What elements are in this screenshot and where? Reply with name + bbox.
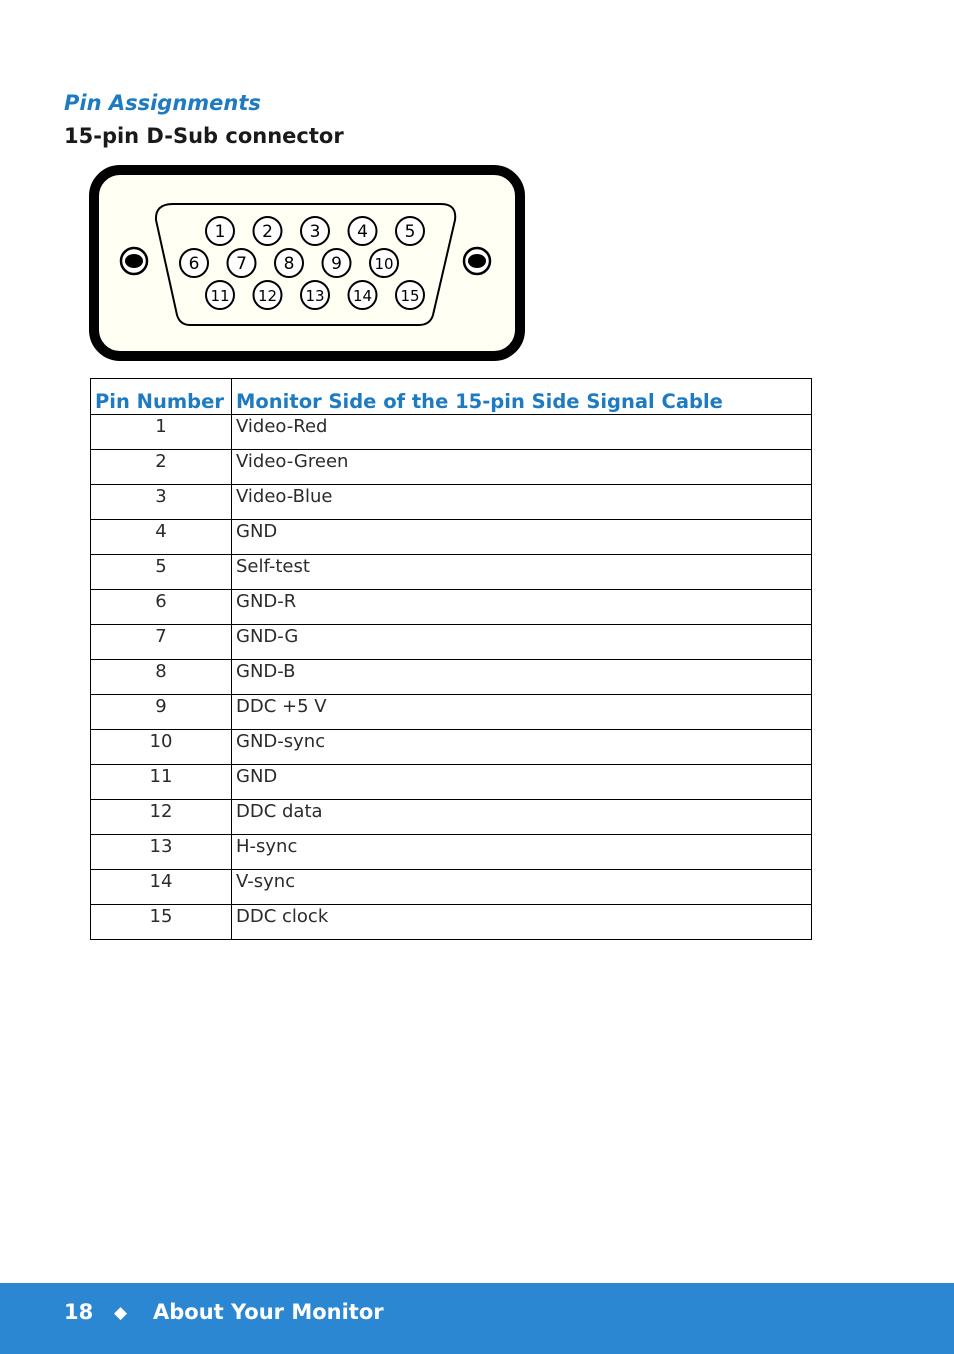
pin-assignment-table <box>90 378 812 940</box>
signal-cell: Video-Green <box>232 450 812 485</box>
signal-cell: V-sync <box>232 870 812 905</box>
pin-9-label: 9 <box>331 254 342 274</box>
pin-number-cell: 15 <box>91 905 232 940</box>
pin-number-cell: 13 <box>91 835 232 870</box>
pin-number-cell: 4 <box>91 520 232 555</box>
table-row <box>91 555 812 590</box>
table-row <box>91 485 812 520</box>
signal-cell: GND-B <box>232 660 812 695</box>
footer-section-title: About Your Monitor <box>153 1300 384 1324</box>
pin-number-cell: 1 <box>91 415 232 450</box>
pin-number-cell: 5 <box>91 555 232 590</box>
pin-number-header: Pin Number <box>91 379 232 415</box>
pin-12-label: 12 <box>257 287 278 305</box>
pin-number-cell: 12 <box>91 800 232 835</box>
table-header-row <box>91 379 812 415</box>
table-row <box>91 625 812 660</box>
signal-cell: DDC clock <box>232 905 812 940</box>
pin-number-cell: 9 <box>91 695 232 730</box>
signal-cell: GND <box>232 520 812 555</box>
diamond-separator-icon: ◆ <box>114 1303 128 1323</box>
table-row <box>91 800 812 835</box>
signal-cell: H-sync <box>232 835 812 870</box>
pin-number-cell: 14 <box>91 870 232 905</box>
signal-cell: DDC +5 V <box>232 695 812 730</box>
table-row <box>91 695 812 730</box>
pin-15-label: 15 <box>400 287 420 305</box>
pin-7-label: 7 <box>236 254 247 274</box>
pin-number-cell: 3 <box>91 485 232 520</box>
table-row <box>91 590 812 625</box>
pin-6-label: 6 <box>188 254 200 274</box>
table-row <box>91 905 812 940</box>
pin-14-label: 14 <box>352 287 373 305</box>
pin-5-label: 5 <box>404 222 416 242</box>
table-row <box>91 765 812 800</box>
pin-13-label: 13 <box>305 287 325 305</box>
signal-cell: GND-G <box>232 625 812 660</box>
pin-3-label: 3 <box>309 222 321 242</box>
pin-number-cell: 6 <box>91 590 232 625</box>
pin-1-label: 1 <box>214 222 226 242</box>
pin-number-cell: 8 <box>91 660 232 695</box>
signal-cell: GND-R <box>232 590 812 625</box>
table-row <box>91 660 812 695</box>
connector-subtitle: 15-pin D-Sub connector <box>64 124 344 148</box>
pin-number-cell: 2 <box>91 450 232 485</box>
table-row <box>91 450 812 485</box>
pin-11-label: 11 <box>210 287 230 305</box>
signal-header: Monitor Side of the 15-pin Side Signal Cable <box>232 379 812 415</box>
signal-cell: Self-test <box>232 555 812 590</box>
signal-cell: Video-Blue <box>232 485 812 520</box>
signal-cell: Video-Red <box>232 415 812 450</box>
table-row <box>91 730 812 765</box>
pin-4-label: 4 <box>357 222 368 242</box>
pin-number-cell: 7 <box>91 625 232 660</box>
pin-number-cell: 11 <box>91 765 232 800</box>
pin-10-label: 10 <box>374 255 394 273</box>
pin-number-cell: 10 <box>91 730 232 765</box>
pin-8-label: 8 <box>283 254 295 274</box>
section-title: Pin Assignments <box>64 91 261 115</box>
signal-cell: DDC data <box>232 800 812 835</box>
signal-cell: GND <box>232 765 812 800</box>
table-row <box>91 415 812 450</box>
page-footer <box>0 1283 954 1354</box>
table-row <box>91 870 812 905</box>
table-row <box>91 520 812 555</box>
signal-cell: GND-sync <box>232 730 812 765</box>
pin-2-label: 2 <box>262 222 273 242</box>
page-number: 18 <box>64 1300 94 1324</box>
dsub-connector-diagram <box>89 165 525 361</box>
table-row <box>91 835 812 870</box>
